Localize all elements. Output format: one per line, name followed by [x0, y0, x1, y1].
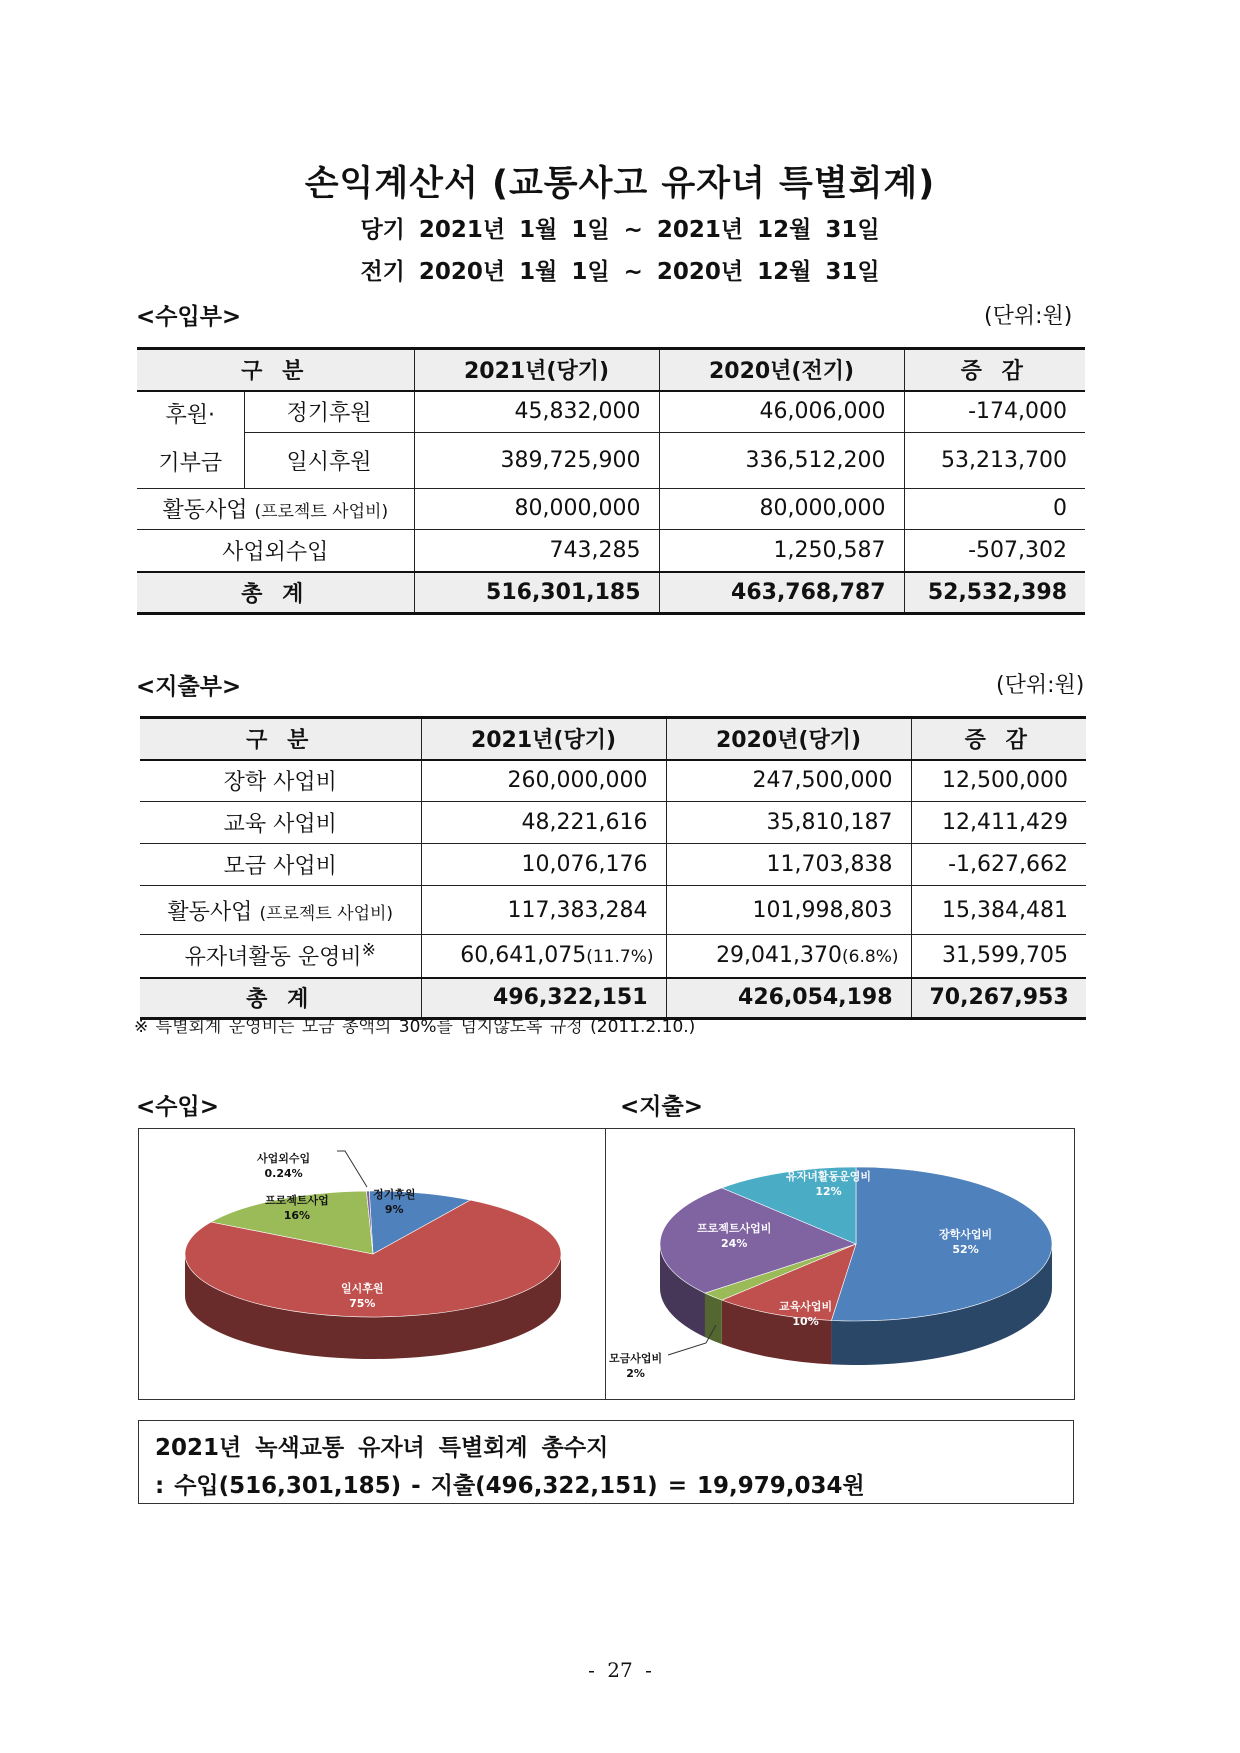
expense-label-education-pct: 10%	[792, 1315, 819, 1328]
table-row	[140, 935, 1086, 978]
cell-prior: 336,512,200	[659, 433, 904, 488]
expense-table	[140, 716, 1086, 1020]
income-section-label: <수입부>	[136, 304, 242, 330]
row-label: 사업외수입	[137, 529, 414, 572]
expense-header-category: 구 분	[140, 718, 421, 760]
cell-change: -507,302	[904, 529, 1085, 572]
cell-current	[421, 935, 666, 978]
table-row	[137, 391, 1085, 433]
income-label-project-name: 프로젝트사업	[265, 1194, 329, 1207]
table-row-total	[137, 572, 1085, 613]
cell-current: 117,383,284	[421, 886, 666, 935]
cell-prior: 35,810,187	[666, 802, 911, 844]
expense-section-label: <지출부>	[136, 674, 242, 700]
income-label-other-pct: 0.24%	[264, 1167, 303, 1180]
income-label-regular-pct: 9%	[384, 1203, 404, 1216]
row-label: 일시후원	[244, 433, 414, 488]
cell-current: 389,725,900	[414, 433, 659, 488]
cell-prior: 1,250,587	[659, 529, 904, 572]
cell-prior: 101,998,803	[666, 886, 911, 935]
row-label	[140, 886, 421, 935]
cell-current: 80,000,000	[414, 488, 659, 529]
expense-label-scholarship-pct: 52%	[952, 1243, 979, 1256]
cell-change: 12,411,429	[911, 802, 1086, 844]
cell-current: 260,000,000	[421, 760, 666, 802]
row-label	[137, 488, 414, 529]
cell-change: 53,213,700	[904, 433, 1085, 488]
expense-label-youth	[786, 1169, 871, 1199]
period-prior: 전기 2020년 1월 1일 ~ 2020년 12월 31일	[360, 259, 880, 285]
income-group-label-1: 후원·	[165, 402, 215, 428]
income-header-prior: 2020년(전기)	[659, 349, 904, 391]
cell-current: 10,076,176	[421, 844, 666, 886]
total-label: 총 계	[137, 572, 414, 613]
expense-label-fundraising-pct: 2%	[626, 1367, 645, 1380]
expense-label-scholarship-name: 장학사업비	[939, 1228, 993, 1241]
cell-change: 52,532,398	[904, 572, 1085, 613]
income-header-current: 2021년(당기)	[414, 349, 659, 391]
cell-prior: 247,500,000	[666, 760, 911, 802]
cell-change: -174,000	[904, 391, 1085, 433]
cell-prior: 11,703,838	[666, 844, 911, 886]
cell-prior: 426,054,198	[666, 978, 911, 1019]
cell-change: 15,384,481	[911, 886, 1086, 935]
income-label-regular-name: 정기후원	[373, 1188, 416, 1201]
cell-change: -1,627,662	[911, 844, 1086, 886]
expense-label-education	[779, 1299, 832, 1329]
table-row	[137, 529, 1085, 572]
note-mark: ※	[361, 940, 376, 961]
cell-current: 516,301,185	[414, 572, 659, 613]
expense-label-project-name: 프로젝트사업비	[697, 1222, 772, 1235]
cell-prior: 463,768,787	[659, 572, 904, 613]
table-row	[140, 886, 1086, 935]
cell-prior-pct: (6.8%)	[842, 947, 899, 968]
row-label: 모금 사업비	[140, 844, 421, 886]
cell-prior: 80,000,000	[659, 488, 904, 529]
cell-current-pct: (11.7%)	[586, 947, 654, 968]
expense-label-education-name: 교육사업비	[779, 1300, 833, 1313]
expense-header-prior: 2020년(당기)	[666, 718, 911, 760]
row-label-main: 유자녀활동 운영비	[184, 945, 362, 971]
row-label-sub: (프로젝트 사업비)	[259, 903, 394, 924]
income-header-change: 증 감	[904, 349, 1085, 391]
income-label-onetime-name: 일시후원	[341, 1282, 384, 1295]
row-label-sub: (프로젝트 사업비)	[254, 502, 389, 522]
row-label	[140, 935, 421, 978]
income-unit: (단위:원)	[984, 304, 1073, 329]
summary-title: 2021년 녹색교통 유자녀 특별회계 총수지	[155, 1435, 609, 1461]
expense-label-project-pct: 24%	[721, 1237, 748, 1250]
footnote: ※ 특별회계 운영비는 모금 총액의 30%를 넘지않도록 규정 (2011.2.10.)	[134, 1017, 696, 1037]
income-label-other-name: 사업외수입	[257, 1152, 311, 1165]
income-label-other	[257, 1151, 310, 1181]
page-number: - 27 -	[588, 1658, 652, 1682]
income-label-onetime-pct: 75%	[349, 1297, 376, 1310]
expense-label-scholarship	[939, 1227, 992, 1257]
cell-current: 48,221,616	[421, 802, 666, 844]
page-title: 손익계산서 (교통사고 유자녀 특별회계)	[304, 164, 936, 204]
chart-expense-label: <지출>	[620, 1094, 703, 1120]
income-label-regular	[373, 1187, 416, 1217]
cell-prior	[666, 935, 911, 978]
table-row	[140, 802, 1086, 844]
expense-label-fundraising	[609, 1351, 662, 1381]
chart-income-label: <수입>	[136, 1094, 219, 1120]
income-label-project	[265, 1193, 329, 1223]
cell-prior: 46,006,000	[659, 391, 904, 433]
table-row	[140, 760, 1086, 802]
cell-current: 45,832,000	[414, 391, 659, 433]
expense-wall-모금사업비	[705, 1293, 722, 1344]
row-label: 장학 사업비	[140, 760, 421, 802]
summary-formula: : 수입(516,301,185) - 지출(496,322,151) = 19,979,034원	[155, 1473, 865, 1499]
income-header-category: 구 분	[137, 349, 414, 391]
row-label: 교육 사업비	[140, 802, 421, 844]
table-row	[137, 433, 1085, 488]
expense-header-current: 2021년(당기)	[421, 718, 666, 760]
cell-change: 70,267,953	[911, 978, 1086, 1019]
expense-label-youth-name: 유자녀활동운영비	[786, 1170, 872, 1183]
summary-box	[138, 1420, 1074, 1504]
cell-change: 0	[904, 488, 1085, 529]
expense-unit: (단위:원)	[996, 673, 1085, 698]
income-label-project-pct: 16%	[283, 1209, 311, 1222]
income-label-onetime	[341, 1281, 384, 1311]
cell-current: 743,285	[414, 529, 659, 572]
expense-label-fundraising-name: 모금사업비	[609, 1352, 663, 1365]
cell-current: 496,322,151	[421, 978, 666, 1019]
income-group-label-2: 기부금	[158, 450, 223, 476]
cell-prior-value: 29,041,370	[716, 943, 843, 969]
expense-header-change: 증 감	[911, 718, 1086, 760]
total-label: 총 계	[140, 978, 421, 1019]
cell-change: 31,599,705	[911, 935, 1086, 978]
expense-label-youth-pct: 12%	[815, 1185, 842, 1198]
expense-label-project	[697, 1221, 771, 1251]
table-row	[137, 488, 1085, 529]
period-current: 당기 2021년 1월 1일 ~ 2021년 12월 31일	[360, 217, 880, 243]
table-row	[140, 844, 1086, 886]
chart-container	[138, 1128, 1075, 1400]
cell-change: 12,500,000	[911, 760, 1086, 802]
income-leader-line	[337, 1151, 367, 1187]
income-group-label	[137, 391, 244, 489]
income-pie-chart	[139, 1129, 605, 1399]
cell-current-value: 60,641,075	[460, 943, 587, 969]
row-label-main: 활동사업	[167, 899, 253, 925]
row-label-main: 활동사업	[162, 498, 248, 523]
income-table	[137, 347, 1085, 615]
row-label: 정기후원	[244, 391, 414, 433]
